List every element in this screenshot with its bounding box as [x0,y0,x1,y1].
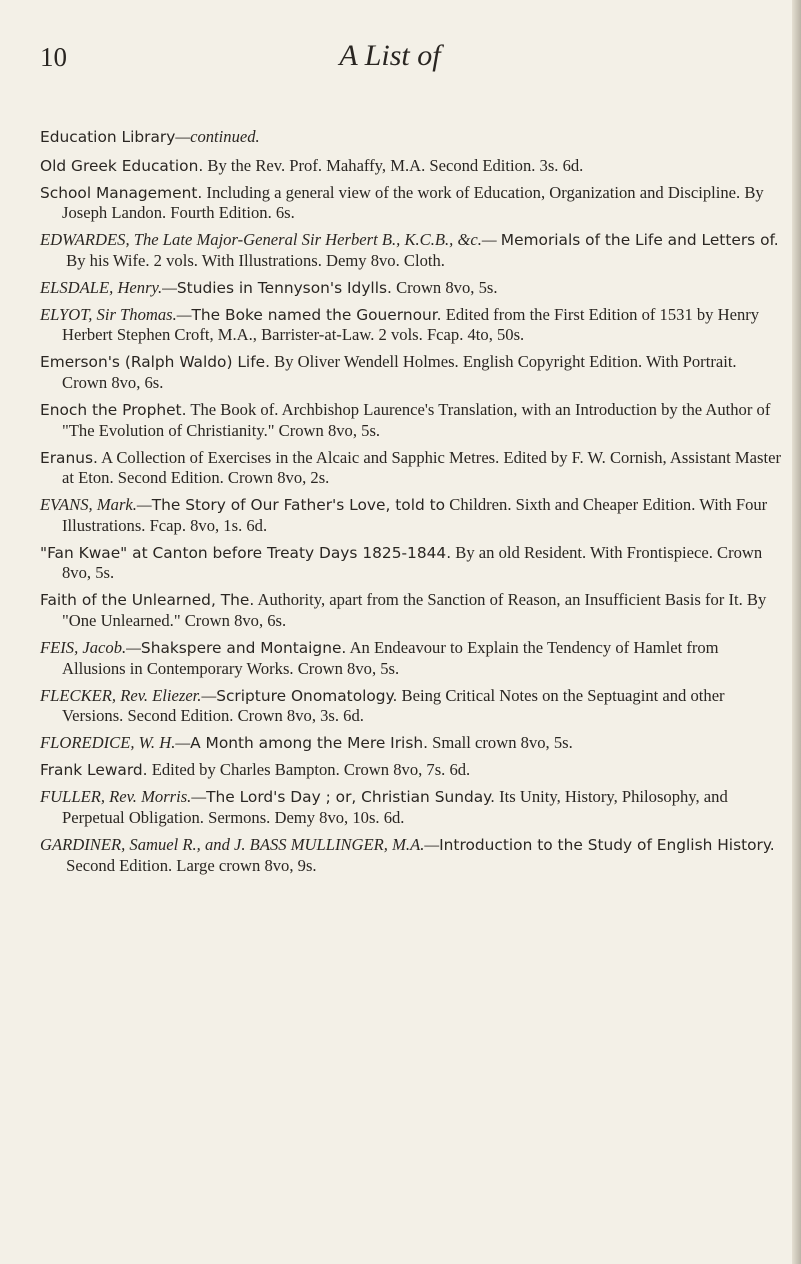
entry-title: Shakspere and Montaigne. [140,639,347,658]
entry-text: A Collection of Exercises in the Alcaic and Sapphic Metres. Edited by F. W. Cornish, Assistant Master at Eton. Second Edition. Crown 8vo, 2s. [62,447,781,488]
entry-author: FEIS, Jacob.— [40,638,141,658]
catalogue-entry [40,305,782,346]
entry-text: An Endeavour to Explain the Tendency of Hamlet from Allusions in Contemporary Works. Crown 8vo, 5s. [62,638,719,678]
entry-author: EDWARDES, The Late Major-General Sir Herbert B., K.C.B., &c.— [40,230,497,250]
page-header [40,26,740,76]
catalogue-entry [40,156,782,177]
entry-title: Faith of the Unlearned, The. [40,591,255,610]
entry-author: EVANS, Mark.— [40,495,152,515]
entry-text: Edited by Charles Bampton. Crown 8vo, 7s. 6d. [151,760,471,780]
catalogue-entry [40,448,782,489]
catalogue-entry [40,543,782,584]
entry-text: By the Rev. Prof. Mahaffy, M.A. Second Edition. 3s. 6d. [207,155,584,175]
catalogue-entry [40,278,782,299]
entry-title: The Boke named the Gouernour. [191,305,442,324]
entry-title: The Lord's Day ; or, Christian Sunday. [206,788,495,807]
catalogue-entry [40,733,782,754]
catalogue-entry [40,230,782,271]
entry-title: "Fan Kwae" at Canton before Treaty Days 1825-1844. [40,543,452,562]
entry-title: Memorials of the Life and Letters of. [500,231,779,250]
catalogue-entry [40,183,782,224]
entry-title: Frank Leward. [40,761,148,780]
entry-author: FLOREDICE, W. H.— [40,733,191,753]
catalogue-entry [40,400,782,441]
entry-author: ELSDALE, Henry.— [40,277,177,297]
catalogue-entry [40,686,782,727]
entry-title: The Story of Our Father's Love, told to [151,496,446,515]
entry-author: FULLER, Rev. Morris.— [40,787,207,807]
catalogue-entry [40,352,782,393]
entry-text: The Book of. Archbishop Laurence's Translation, with an Introduction by the Author of "The Evolution of Christianity." Crown 8vo, 5s. [62,400,771,440]
entry-title: Emerson's (Ralph Waldo) Life. [40,353,270,372]
catalogue-entry [40,495,782,536]
entry-title: School Management. [40,183,203,202]
entry-title: Eranus. [40,448,98,467]
section-heading [40,127,782,148]
catalogue-entry [40,638,782,679]
entry-text: By an old Resident. With Frontispiece. Crown 8vo, 5s. [62,542,763,583]
page-edge-shadow [792,0,801,1264]
section-continued: —continued. [175,127,260,146]
catalogue-entry [40,590,782,631]
entry-text: Crown 8vo, 5s. [396,277,498,297]
entry-author: GARDINER, Samuel R., and J. BASS MULLINGER, M.A.— [40,835,440,854]
entry-text: By Oliver Wendell Holmes. English Copyright Edition. With Portrait. Crown 8vo, 6s. [62,352,737,392]
section-label: Education Library [40,128,176,146]
entry-title: Studies in Tennyson's Idylls. [176,278,392,297]
page-number: 10 [40,42,67,72]
entry-text: Authority, apart from the Sanction of Reason, an Insufficient Basis for It. By "One Unlearned." Crown 8vo, 6s. [62,590,767,630]
entry-text: Small crown 8vo, 5s. [432,733,573,753]
catalogue-entry [40,787,782,828]
entry-text: Being Critical Notes on the Septuagint and other Versions. Second Edition. Crown 8vo, 3s. 6d. [62,685,725,726]
entry-text: Second Edition. Large crown 8vo, 9s. [66,855,317,875]
entry-text: Children. Sixth and Cheaper Edition. With Four Illustrations. Fcap. 8vo, 1s. 6d. [62,495,768,535]
entry-author: FLECKER, Rev. Eliezer.— [40,685,217,705]
entry-author: ELYOT, Sir Thomas.— [40,304,192,324]
entry-title: Introduction to the Study of English History. [439,836,775,854]
catalogue-entry [40,760,782,781]
catalogue-entry [40,835,782,876]
entry-title: A Month among the Mere Irish. [190,734,428,753]
entry-text: Edited from the First Edition of 1531 by Henry Herbert Stephen Croft, M.A., Barrister-at-Law. 2 vols. Fcap. 4to, 50s. [62,304,760,345]
entry-title: Enoch the Prophet. [40,401,187,420]
entry-title: Scripture Onomatology. [216,686,398,705]
running-title: A List of [339,39,441,72]
entry-text: By his Wife. 2 vols. With Illustrations. Demy 8vo. Cloth. [66,250,445,270]
entry-text: Including a general view of the work of Education, Organization and Discipline. By Joseph Landon. Fourth Edition. 6s. [62,182,764,223]
entry-title: Old Greek Education. [40,156,204,175]
entry-text: Its Unity, History, Philosophy, and Perpetual Obligation. Sermons. Demy 8vo, 10s. 6d. [62,787,728,827]
catalogue-column [40,127,782,883]
